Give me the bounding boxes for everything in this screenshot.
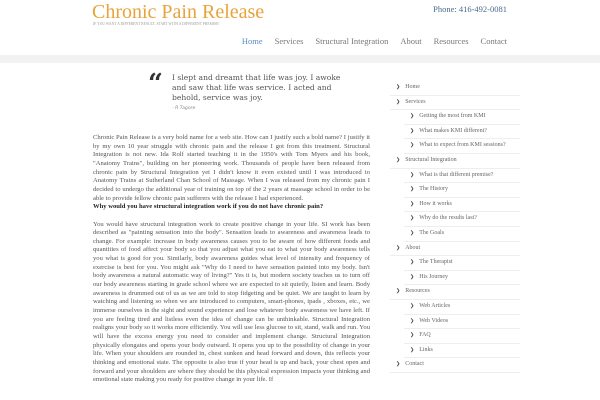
chevron-right-icon: ❯ bbox=[396, 157, 401, 163]
sidebar-item-label: The History bbox=[419, 186, 449, 193]
chevron-right-icon: ❯ bbox=[396, 99, 401, 105]
sidebar-item-label: FAQ bbox=[419, 332, 431, 339]
sidebar-item-getting-the-most-from-kmi[interactable] bbox=[404, 110, 520, 125]
sidebar-item-resources[interactable] bbox=[390, 285, 520, 300]
sidebar-item-label: How it works bbox=[419, 200, 452, 207]
chevron-right-icon: ❯ bbox=[396, 362, 401, 368]
chevron-right-icon: ❯ bbox=[396, 85, 401, 90]
chevron-right-icon: ❯ bbox=[396, 289, 401, 295]
sidebar-item-label: Contact bbox=[405, 361, 424, 368]
sidebar-menu bbox=[390, 81, 520, 373]
sidebar-item-links[interactable] bbox=[404, 344, 520, 359]
sidebar-item-label: Web Articles bbox=[419, 302, 451, 309]
nav-contact[interactable]: Contact bbox=[480, 36, 507, 46]
sidebar-item-label: Links bbox=[419, 346, 433, 353]
sidebar-item-his-journey[interactable] bbox=[404, 271, 520, 286]
sidebar-item-label: The Therapist bbox=[419, 259, 453, 266]
main-nav bbox=[242, 36, 507, 46]
sidebar-item-structural-integration[interactable] bbox=[390, 154, 520, 169]
sidebar-item-label: Home bbox=[405, 84, 420, 90]
chevron-right-icon: ❯ bbox=[410, 114, 415, 120]
sidebar-item-what-to-expect-from-kmi-sessions[interactable] bbox=[404, 139, 520, 154]
site-header bbox=[0, 0, 600, 55]
paragraph: You would have structural integration work to create positive change in your life. SI work has been described as "painting sensation into the body". Sensation leads to awareness and awareness leads to change. For example: increase in body awareness causes you to be aware of how different foods and quantities of food affect your body so that you adjust what you eat to what your body awareness tells you what is good for you. Similarly, body awareness guides what level of intensity and frequency of exercise is best for you. You might ask "Why do I need to have sensation painted into my body. Isn't body awareness a natural automatic way of living?" Yes it is, but modern society teaches us to turn off our body awareness starting in grade school where we are expected to sit quietly, listen and learn. Body awareness is drummed out of us as we are told to stop fidgeting and be quiet. We are taught to learn by watching and listening so when we are introduced to computers, smart-phones, ipads , xboxes, etc., we immerse ourselves in the sight and sound experience and lose whatever body awareness we have left. If you are feeling tired and listless even the idea of change can be unthinkable. Structural Integration realigns your body so it works more efficiently. You will use less glucose to sit, stand, walk and run. You will have the excess energy you need to consider and implement change. Structural Integration physically elongates and opens your body outward. It opens you up to the possibility of change in your life. When your shoulders are rounded in, chest sunken and head forward and down, this reflects your thinking and emotional state. The opposite is also true if your head is up and back, your chest open and forward and your shoulders are where they should be this physical expression impacts your thinking and emotional state making you ready for positive change in your life. If bbox=[93, 220, 370, 384]
chevron-right-icon: ❯ bbox=[410, 128, 415, 134]
paragraph: Chronic Pain Release is a very bold name for a web site. How can I justify such a bold name? I justify it by my own 10 year struggle with chronic pain and the release I got from this treatment. Structural Integration is not new. Ida Rolf started teaching it in the 1950's with Tom Myers and his book, "Anatomy Trains", building on her pioneering work. Thousands of people have been released from chronic pain by Structural Integration yet I didn't know it even existed until I was introduced to Anatomy Trains at Sutherland Chan School of Massage. When I was released from my chronic pain I decided to undergo the additional year of training on top of the 2 years at massage school in order to be able to provide fellow chronic pain sufferers with the release I had experienced. bbox=[93, 134, 370, 202]
sidebar-item-the-therapist[interactable] bbox=[404, 256, 520, 271]
sidebar-item-the-goals[interactable] bbox=[404, 227, 520, 242]
chevron-right-icon: ❯ bbox=[410, 172, 415, 178]
nav-home[interactable]: Home bbox=[241, 36, 263, 46]
sidebar-item-web-articles[interactable] bbox=[404, 300, 520, 315]
chevron-right-icon: ❯ bbox=[410, 143, 415, 149]
article-body bbox=[93, 134, 370, 394]
sidebar-item-why-do-the-results-last[interactable] bbox=[404, 212, 520, 227]
sidebar-item-label: Getting the most from KMI bbox=[419, 113, 486, 120]
chevron-right-icon: ❯ bbox=[410, 230, 415, 236]
quote-author: - R Tagore bbox=[172, 106, 196, 111]
sidebar-item-label: Resources bbox=[405, 288, 430, 295]
sidebar-item-label: What makes KMI different? bbox=[419, 127, 487, 134]
chevron-right-icon: ❯ bbox=[410, 333, 415, 339]
sidebar-item-label: Services bbox=[405, 98, 426, 105]
nav-structural-integration[interactable]: Structural Integration bbox=[315, 36, 389, 46]
sidebar-item-home[interactable] bbox=[390, 81, 520, 96]
sidebar-item-label: What to expect from KMI sessions? bbox=[419, 142, 506, 149]
sidebar-item-what-is-that-different-premise[interactable] bbox=[404, 169, 520, 184]
sidebar-item-services[interactable] bbox=[390, 96, 520, 111]
nav-resources[interactable]: Resources bbox=[433, 36, 469, 46]
chevron-right-icon: ❯ bbox=[410, 274, 415, 280]
chevron-right-icon: ❯ bbox=[410, 260, 415, 266]
sidebar-item-the-history[interactable] bbox=[404, 183, 520, 198]
sidebar-item-faq[interactable] bbox=[404, 329, 520, 344]
quote-icon: “ bbox=[148, 69, 163, 99]
chevron-right-icon: ❯ bbox=[410, 347, 415, 353]
site-logo[interactable]: Chronic Pain Release bbox=[92, 1, 265, 23]
sidebar-item-label: Web Videos bbox=[419, 317, 449, 324]
chevron-right-icon: ❯ bbox=[410, 303, 415, 309]
sidebar-item-label: About bbox=[405, 244, 421, 251]
chevron-right-icon: ❯ bbox=[410, 216, 415, 222]
tagline: IF YOU WANT A DIFFERENT RESULT, START WITH A DIFFERENT PREMISE! bbox=[93, 22, 220, 26]
sidebar-item-contact[interactable] bbox=[390, 358, 520, 373]
quote-text: I slept and dreamt that life was joy. I awoke and saw that life was service. I acted and behold, service was joy. bbox=[172, 73, 341, 102]
header-divider bbox=[0, 55, 600, 63]
nav-about[interactable]: About bbox=[400, 36, 422, 46]
sidebar-item-web-videos[interactable] bbox=[404, 315, 520, 330]
sidebar-item-label: Why do the results last? bbox=[419, 215, 477, 222]
sidebar-item-label: What is that different premise? bbox=[419, 171, 494, 178]
chevron-right-icon: ❯ bbox=[410, 318, 415, 324]
sidebar-item-label: His Journey bbox=[419, 273, 449, 280]
chevron-right-icon: ❯ bbox=[410, 201, 415, 207]
chevron-right-icon: ❯ bbox=[410, 187, 415, 193]
chevron-right-icon: ❯ bbox=[396, 245, 401, 251]
sidebar-item-how-it-works[interactable] bbox=[404, 198, 520, 213]
sidebar-item-label: The Goals bbox=[419, 229, 445, 236]
sidebar-item-about[interactable] bbox=[390, 242, 520, 257]
section-heading: Why would you have structural integration work if you do not have chronic pain? bbox=[93, 203, 324, 211]
nav-services[interactable]: Services bbox=[274, 36, 304, 46]
phone-number: Phone: 416-492-0081 bbox=[433, 4, 507, 14]
sidebar-item-what-makes-kmi-different[interactable] bbox=[404, 125, 520, 140]
sidebar-item-label: Structural Integration bbox=[405, 156, 457, 163]
